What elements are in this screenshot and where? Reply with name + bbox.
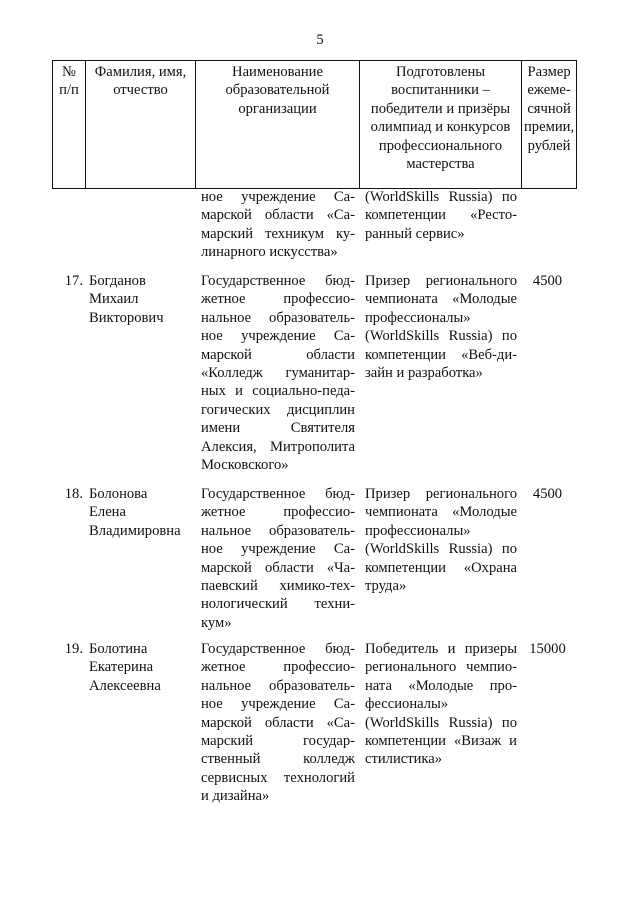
achievement-line: чемпионата «Молодые bbox=[365, 291, 517, 308]
org-line: кум» bbox=[201, 614, 232, 631]
achievement-line: стилистика» bbox=[365, 751, 443, 768]
row-achievement bbox=[359, 188, 521, 243]
org-line: марской области bbox=[201, 346, 355, 363]
header-name bbox=[86, 61, 196, 189]
header-text: ежеме- bbox=[527, 82, 571, 99]
name-line: Болотина bbox=[89, 641, 148, 657]
achievement-line: зайн и разработка» bbox=[365, 365, 483, 382]
org-line: Государственное бюд- bbox=[201, 641, 355, 657]
achievement-line: регионального чемпио- bbox=[365, 659, 517, 676]
header-org bbox=[196, 61, 360, 189]
row-number: 19. bbox=[64, 641, 83, 657]
name-line: Владимировна bbox=[89, 522, 181, 539]
table-body bbox=[52, 188, 574, 815]
org-line: нологический техни- bbox=[201, 596, 355, 613]
row-amount: 4500 bbox=[532, 273, 563, 289]
achievement-line: (WorldSkills Russia) по bbox=[365, 328, 517, 345]
header-num bbox=[53, 61, 86, 189]
org-line: Московского» bbox=[201, 457, 289, 474]
org-line: жетное профессио- bbox=[201, 291, 355, 308]
name-line: Елена bbox=[89, 504, 126, 521]
header-text: победители и призёры bbox=[370, 100, 511, 117]
row-number: 18. bbox=[64, 486, 83, 502]
org-line: марской области «Са- bbox=[201, 207, 355, 224]
achievement-line: ранный сервис» bbox=[365, 225, 465, 242]
org-line: нальное образователь- bbox=[201, 677, 355, 694]
org-line: Государственное бюд- bbox=[201, 486, 355, 502]
org-line: «Колледж гуманитар- bbox=[201, 365, 355, 382]
header-text: п/п bbox=[59, 82, 79, 99]
org-line: марской области «Ча- bbox=[201, 559, 355, 576]
header-text: профессионального bbox=[378, 137, 503, 154]
org-line: марский государ- bbox=[201, 733, 355, 750]
achievement-line: профессионалы» bbox=[365, 309, 471, 326]
table-row bbox=[52, 485, 574, 640]
org-line: марский техникум ку- bbox=[201, 225, 355, 242]
org-line: жетное профессио- bbox=[201, 504, 355, 521]
achievement-line: компетенции «Охрана bbox=[365, 559, 517, 576]
org-line: сервисных технологий bbox=[201, 769, 355, 786]
achievement-line: (WorldSkills Russia) по bbox=[365, 714, 517, 731]
header-text: отчество bbox=[113, 82, 168, 99]
header-text: премии, bbox=[524, 119, 575, 136]
table-header bbox=[52, 60, 577, 189]
header-text: мастерства bbox=[406, 156, 475, 173]
achievement-line: Победитель и призеры bbox=[365, 641, 517, 657]
achievement-line: фессионалы» bbox=[365, 696, 449, 713]
name-line: Михаил bbox=[89, 291, 139, 308]
achievement-line: профессионалы» bbox=[365, 522, 471, 539]
achievement-line: компетенции «Ресто- bbox=[365, 207, 517, 224]
achievement-line: ната «Молодые про- bbox=[365, 677, 517, 694]
row-name bbox=[85, 485, 195, 540]
name-line: Алексеевна bbox=[89, 677, 161, 694]
row-org bbox=[195, 188, 359, 262]
header-text: образовательной bbox=[225, 82, 330, 99]
row-name bbox=[85, 640, 195, 695]
header-text: сячной bbox=[527, 100, 571, 117]
org-line: ное учреждение Са- bbox=[201, 696, 355, 713]
header-amount bbox=[522, 61, 577, 189]
header-text: олимпиад и конкурсов bbox=[370, 119, 511, 136]
org-line: ное учреждение Са- bbox=[201, 189, 355, 205]
org-line: жетное профессио- bbox=[201, 659, 355, 676]
org-line: Государственное бюд- bbox=[201, 273, 355, 289]
org-line: ных и социально-педа- bbox=[201, 383, 355, 400]
achievement-line: Призер регионального bbox=[365, 273, 517, 289]
org-line: ственный колледж bbox=[201, 751, 355, 768]
org-line: паевский химико-тех- bbox=[201, 578, 355, 595]
name-line: Викторович bbox=[89, 309, 164, 326]
row-amount: 15000 bbox=[529, 641, 566, 657]
achievement-line: (WorldSkills Russia) по bbox=[365, 189, 517, 205]
org-line: марской области «Са- bbox=[201, 714, 355, 731]
page-number: 5 bbox=[316, 32, 324, 48]
header-text: Фамилия, имя, bbox=[94, 64, 187, 80]
table-row bbox=[52, 640, 574, 815]
name-line: Богданов bbox=[89, 273, 146, 289]
org-line: нальное образователь- bbox=[201, 522, 355, 539]
row-amount: 4500 bbox=[532, 486, 563, 502]
header-text: Подготовлены bbox=[395, 64, 486, 80]
name-line: Болонова bbox=[89, 486, 148, 502]
org-line: линарного искусства» bbox=[201, 244, 338, 261]
header-text: воспитанники – bbox=[391, 82, 490, 99]
row-name bbox=[85, 272, 195, 327]
org-line: гогических дисциплин bbox=[201, 401, 355, 418]
org-line: имени Святителя bbox=[201, 420, 355, 437]
header-text: организации bbox=[238, 100, 317, 117]
achievement-line: труда» bbox=[365, 578, 407, 595]
achievement-line: компетенции «Веб-ди- bbox=[365, 346, 517, 363]
header-text: Размер bbox=[527, 64, 571, 80]
header-text: Наименование bbox=[232, 64, 323, 80]
org-line: Алексия, Митрополита bbox=[201, 438, 355, 455]
header-achievement bbox=[360, 61, 522, 189]
row-org bbox=[195, 272, 359, 474]
row-org bbox=[195, 485, 359, 632]
org-line: нальное образователь- bbox=[201, 309, 355, 326]
header-text: рублей bbox=[527, 137, 571, 154]
row-achievement bbox=[359, 485, 521, 595]
row-number: 17. bbox=[64, 273, 83, 289]
achievement-line: Призер регионального bbox=[365, 486, 517, 502]
org-line: ное учреждение Са- bbox=[201, 328, 355, 345]
name-line: Екатерина bbox=[89, 659, 154, 676]
achievement-line: чемпионата «Молодые bbox=[365, 504, 517, 521]
table-row bbox=[52, 272, 574, 485]
table-row-continuation bbox=[52, 188, 574, 272]
org-line: ное учреждение Са- bbox=[201, 541, 355, 558]
achievement-line: (WorldSkills Russia) по bbox=[365, 541, 517, 558]
org-line: и дизайна» bbox=[201, 788, 270, 805]
row-org bbox=[195, 640, 359, 806]
achievement-line: компетенции «Визаж и bbox=[365, 733, 517, 750]
header-text: № bbox=[62, 64, 76, 80]
row-achievement bbox=[359, 272, 521, 382]
row-achievement bbox=[359, 640, 521, 769]
